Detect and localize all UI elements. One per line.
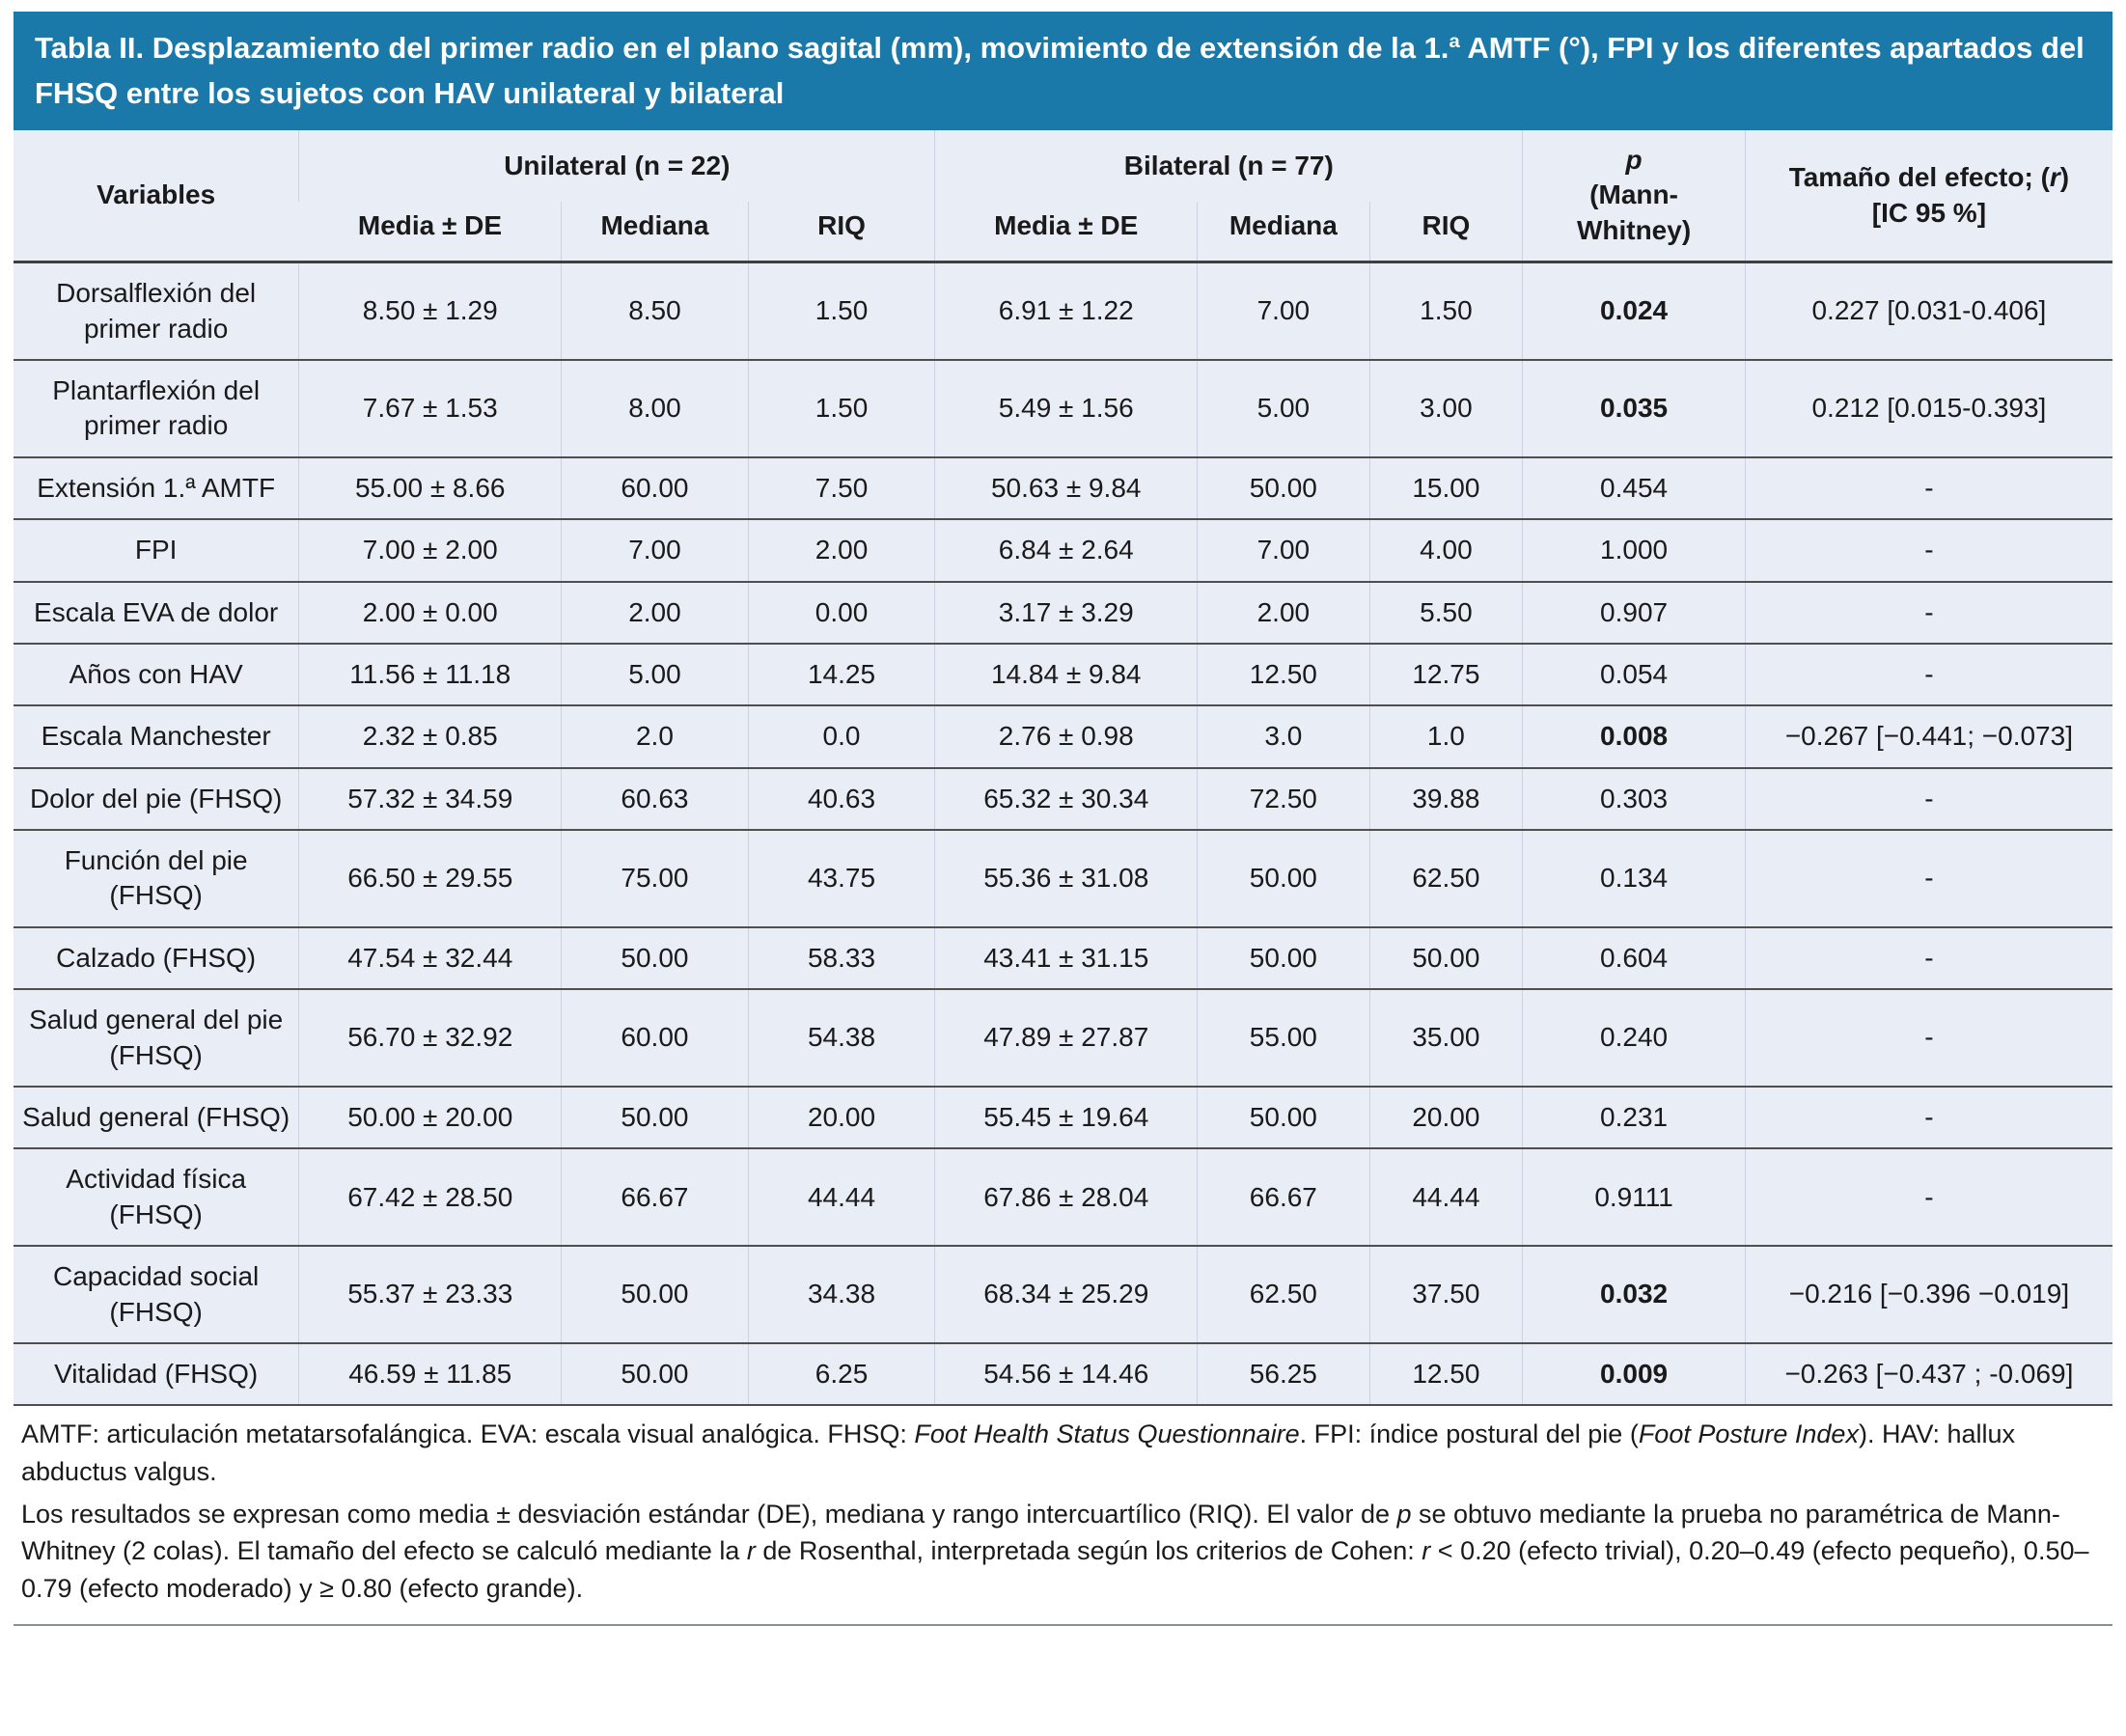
cell-bi-media: 43.41 ± 31.15: [935, 927, 1198, 989]
cell-bi-media: 54.56 ± 14.46: [935, 1343, 1198, 1405]
cell-p-value: 0.054: [1523, 644, 1746, 705]
cell-p-value: 1.000: [1523, 519, 1746, 581]
subheader-bi-riq: RIQ: [1369, 202, 1523, 262]
table-row: [14, 927, 2112, 989]
subheader-uni-mediana: Mediana: [562, 202, 749, 262]
cell-uni-media: 11.56 ± 11.18: [299, 644, 562, 705]
col-group-bilateral: Bilateral (n = 77): [935, 130, 1523, 202]
cell-uni-mediana: 50.00: [562, 1343, 749, 1405]
cell-uni-mediana: 50.00: [562, 927, 749, 989]
cell-uni-mediana: 2.00: [562, 582, 749, 644]
cell-uni-media: 7.00 ± 2.00: [299, 519, 562, 581]
table-row: [14, 457, 2112, 519]
cell-bi-mediana: 2.00: [1198, 582, 1369, 644]
cell-uni-mediana: 60.00: [562, 457, 749, 519]
cell-uni-mediana: 60.00: [562, 989, 749, 1087]
cell-bi-mediana: 7.00: [1198, 262, 1369, 360]
cell-p-value: 0.454: [1523, 457, 1746, 519]
cell-bi-riq: 39.88: [1369, 768, 1523, 830]
cell-bi-riq: 12.50: [1369, 1343, 1523, 1405]
cell-effect-size: −0.263 [−0.437 ; -0.069]: [1745, 1343, 2112, 1405]
cell-bi-media: 14.84 ± 9.84: [935, 644, 1198, 705]
cell-bi-media: 2.76 ± 0.98: [935, 705, 1198, 767]
data-table: [14, 130, 2112, 1406]
cell-bi-mediana: 7.00: [1198, 519, 1369, 581]
table-row: [14, 989, 2112, 1087]
row-variable: Calzado (FHSQ): [14, 927, 299, 989]
p-test-name-line1: (Mann-: [1589, 179, 1678, 210]
cell-uni-riq: 6.25: [748, 1343, 935, 1405]
cell-p-value: 0.907: [1523, 582, 1746, 644]
cell-bi-media: 55.45 ± 19.64: [935, 1087, 1198, 1148]
cell-bi-mediana: 50.00: [1198, 927, 1369, 989]
cell-bi-riq: 62.50: [1369, 830, 1523, 927]
cell-bi-riq: 44.44: [1369, 1148, 1523, 1246]
cell-uni-riq: 0.00: [748, 582, 935, 644]
cell-bi-mediana: 5.00: [1198, 360, 1369, 457]
cell-p-value: 0.024: [1523, 262, 1746, 360]
cell-uni-riq: 54.38: [748, 989, 935, 1087]
cell-effect-size: -: [1745, 644, 2112, 705]
cell-effect-size: 0.227 [0.031-0.406]: [1745, 262, 2112, 360]
cell-effect-size: -: [1745, 830, 2112, 927]
cell-bi-media: 55.36 ± 31.08: [935, 830, 1198, 927]
table-title: Tabla II. Desplazamiento del primer radio en el plano sagital (mm), movimiento de extensión de la 1.ª AMTF (°), FPI y los diferentes apartados del FHSQ entre los sujetos con HAV unilateral y bilateral: [14, 12, 2112, 130]
cell-p-value: 0.035: [1523, 360, 1746, 457]
cell-uni-riq: 1.50: [748, 360, 935, 457]
p-test-name-line2: Whitney): [1576, 214, 1692, 245]
p-symbol: p: [1625, 145, 1643, 175]
row-variable: Extensión 1.ª AMTF: [14, 457, 299, 519]
subheader-uni-media: Media ± DE: [299, 202, 562, 262]
cell-bi-mediana: 56.25: [1198, 1343, 1369, 1405]
row-variable: FPI: [14, 519, 299, 581]
cell-effect-size: −0.216 [−0.396 −0.019]: [1745, 1246, 2112, 1343]
cell-bi-riq: 3.00: [1369, 360, 1523, 457]
table-row: [14, 1246, 2112, 1343]
cell-effect-size: -: [1745, 519, 2112, 581]
cell-uni-mediana: 60.63: [562, 768, 749, 830]
cell-uni-mediana: 50.00: [562, 1087, 749, 1148]
cell-uni-mediana: 7.00: [562, 519, 749, 581]
cell-bi-riq: 50.00: [1369, 927, 1523, 989]
table-row: [14, 1343, 2112, 1405]
table-row: [14, 1148, 2112, 1246]
cell-bi-mediana: 62.50: [1198, 1246, 1369, 1343]
row-variable: Capacidad social (FHSQ): [14, 1246, 299, 1343]
cell-uni-riq: 34.38: [748, 1246, 935, 1343]
cell-uni-media: 55.00 ± 8.66: [299, 457, 562, 519]
cell-uni-riq: 44.44: [748, 1148, 935, 1246]
table-row: [14, 830, 2112, 927]
cell-p-value: 0.240: [1523, 989, 1746, 1087]
effect-size-ci-label: [IC 95 %]: [1871, 197, 1987, 228]
cell-uni-riq: 0.0: [748, 705, 935, 767]
cell-effect-size: -: [1745, 927, 2112, 989]
cell-uni-media: 50.00 ± 20.00: [299, 1087, 562, 1148]
cell-uni-media: 67.42 ± 28.50: [299, 1148, 562, 1246]
row-variable: Escala Manchester: [14, 705, 299, 767]
table-row: [14, 519, 2112, 581]
cell-uni-media: 55.37 ± 23.33: [299, 1246, 562, 1343]
cell-uni-media: 8.50 ± 1.29: [299, 262, 562, 360]
cell-uni-riq: 43.75: [748, 830, 935, 927]
cell-uni-mediana: 5.00: [562, 644, 749, 705]
cell-bi-mediana: 72.50: [1198, 768, 1369, 830]
cell-uni-riq: 1.50: [748, 262, 935, 360]
cell-p-value: 0.303: [1523, 768, 1746, 830]
cell-bi-mediana: 50.00: [1198, 830, 1369, 927]
cell-effect-size: -: [1745, 1087, 2112, 1148]
cell-bi-riq: 20.00: [1369, 1087, 1523, 1148]
cell-bi-media: 6.84 ± 2.64: [935, 519, 1198, 581]
cell-bi-mediana: 66.67: [1198, 1148, 1369, 1246]
cell-bi-media: 47.89 ± 27.87: [935, 989, 1198, 1087]
table-row: [14, 1087, 2112, 1148]
bottom-divider: [14, 1624, 2112, 1630]
cell-bi-riq: 5.50: [1369, 582, 1523, 644]
table-row: [14, 360, 2112, 457]
col-header-variables: Variables: [14, 130, 299, 262]
cell-p-value: 0.9111: [1523, 1148, 1746, 1246]
table-row: [14, 768, 2112, 830]
cell-uni-media: 47.54 ± 32.44: [299, 927, 562, 989]
cell-bi-mediana: 50.00: [1198, 457, 1369, 519]
row-variable: Función del pie (FHSQ): [14, 830, 299, 927]
row-variable: Plantarflexión del primer radio: [14, 360, 299, 457]
cell-uni-riq: 2.00: [748, 519, 935, 581]
cell-uni-media: 66.50 ± 29.55: [299, 830, 562, 927]
row-variable: Actividad física (FHSQ): [14, 1148, 299, 1246]
cell-uni-media: 56.70 ± 32.92: [299, 989, 562, 1087]
cell-effect-size: -: [1745, 1148, 2112, 1246]
cell-effect-size: −0.267 [−0.441; −0.073]: [1745, 705, 2112, 767]
cell-bi-media: 68.34 ± 25.29: [935, 1246, 1198, 1343]
cell-bi-mediana: 3.0: [1198, 705, 1369, 767]
row-variable: Vitalidad (FHSQ): [14, 1343, 299, 1405]
col-group-unilateral: Unilateral (n = 22): [299, 130, 935, 202]
cell-bi-media: 6.91 ± 1.22: [935, 262, 1198, 360]
cell-bi-riq: 1.0: [1369, 705, 1523, 767]
cell-bi-mediana: 12.50: [1198, 644, 1369, 705]
col-header-p: [1523, 130, 1746, 262]
cell-uni-mediana: 50.00: [562, 1246, 749, 1343]
footnote-methods: Los resultados se expresan como media ± desviación estándar (DE), mediana y rango intercuartílico (RIQ). El valor de p se obtuvo mediante la prueba no paramétrica de Mann-Whitney (2 colas). El tamaño del efecto se calculó mediante la r de Rosenthal, interpretada según los criterios de Cohen: r < 0.20 (efecto trivial), 0.20–0.49 (efecto pequeño), 0.50–0.79 (efecto moderado) y ≥ 0.80 (efecto grande).: [21, 1500, 2089, 1603]
cell-bi-mediana: 50.00: [1198, 1087, 1369, 1148]
cell-bi-mediana: 55.00: [1198, 989, 1369, 1087]
table-row: [14, 644, 2112, 705]
table-row: [14, 705, 2112, 767]
cell-p-value: 0.032: [1523, 1246, 1746, 1343]
cell-bi-media: 5.49 ± 1.56: [935, 360, 1198, 457]
cell-p-value: 0.604: [1523, 927, 1746, 989]
cell-effect-size: -: [1745, 582, 2112, 644]
cell-bi-riq: 1.50: [1369, 262, 1523, 360]
cell-bi-riq: 12.75: [1369, 644, 1523, 705]
cell-bi-riq: 4.00: [1369, 519, 1523, 581]
cell-uni-media: 2.32 ± 0.85: [299, 705, 562, 767]
subheader-uni-riq: RIQ: [748, 202, 935, 262]
cell-p-value: 0.231: [1523, 1087, 1746, 1148]
cell-uni-riq: 14.25: [748, 644, 935, 705]
cell-uni-mediana: 8.50: [562, 262, 749, 360]
table-body: [14, 262, 2112, 1406]
cell-uni-media: 46.59 ± 11.85: [299, 1343, 562, 1405]
cell-uni-media: 7.67 ± 1.53: [299, 360, 562, 457]
cell-p-value: 0.134: [1523, 830, 1746, 927]
subheader-bi-mediana: Mediana: [1198, 202, 1369, 262]
cell-uni-mediana: 66.67: [562, 1148, 749, 1246]
row-variable: Salud general (FHSQ): [14, 1087, 299, 1148]
row-variable: Salud general del pie (FHSQ): [14, 989, 299, 1087]
cell-uni-media: 57.32 ± 34.59: [299, 768, 562, 830]
cell-uni-mediana: 2.0: [562, 705, 749, 767]
row-variable: Escala EVA de dolor: [14, 582, 299, 644]
cell-effect-size: -: [1745, 457, 2112, 519]
cell-uni-media: 2.00 ± 0.00: [299, 582, 562, 644]
cell-bi-riq: 37.50: [1369, 1246, 1523, 1343]
table-row: [14, 582, 2112, 644]
table-footnotes: [14, 1406, 2112, 1616]
cell-bi-riq: 35.00: [1369, 989, 1523, 1087]
cell-uni-mediana: 8.00: [562, 360, 749, 457]
cell-effect-size: -: [1745, 768, 2112, 830]
cell-bi-media: 67.86 ± 28.04: [935, 1148, 1198, 1246]
cell-effect-size: 0.212 [0.015-0.393]: [1745, 360, 2112, 457]
cell-uni-riq: 58.33: [748, 927, 935, 989]
cell-effect-size: -: [1745, 989, 2112, 1087]
cell-uni-riq: 7.50: [748, 457, 935, 519]
col-header-effect-size: [1745, 130, 2112, 262]
table-row: [14, 262, 2112, 360]
subheader-bi-media: Media ± DE: [935, 202, 1198, 262]
cell-uni-riq: 40.63: [748, 768, 935, 830]
cell-bi-riq: 15.00: [1369, 457, 1523, 519]
row-variable: Dolor del pie (FHSQ): [14, 768, 299, 830]
cell-bi-media: 65.32 ± 30.34: [935, 768, 1198, 830]
cell-uni-mediana: 75.00: [562, 830, 749, 927]
cell-uni-riq: 20.00: [748, 1087, 935, 1148]
cell-p-value: 0.009: [1523, 1343, 1746, 1405]
footnote-abbreviations: AMTF: articulación metatarsofalángica. EVA: escala visual analógica. FHSQ: Foot Health Status Questionnaire. FPI: índice postural del pie (Foot Posture Index). HAV: hallux abductus valgus.: [21, 1419, 2016, 1486]
cell-p-value: 0.008: [1523, 705, 1746, 767]
cell-bi-media: 3.17 ± 3.29: [935, 582, 1198, 644]
table-header: [14, 130, 2112, 262]
cell-bi-media: 50.63 ± 9.84: [935, 457, 1198, 519]
row-variable: Dorsalflexión del primer radio: [14, 262, 299, 360]
effect-size-label: Tamaño del efecto; (r): [1788, 162, 2070, 193]
row-variable: Años con HAV: [14, 644, 299, 705]
